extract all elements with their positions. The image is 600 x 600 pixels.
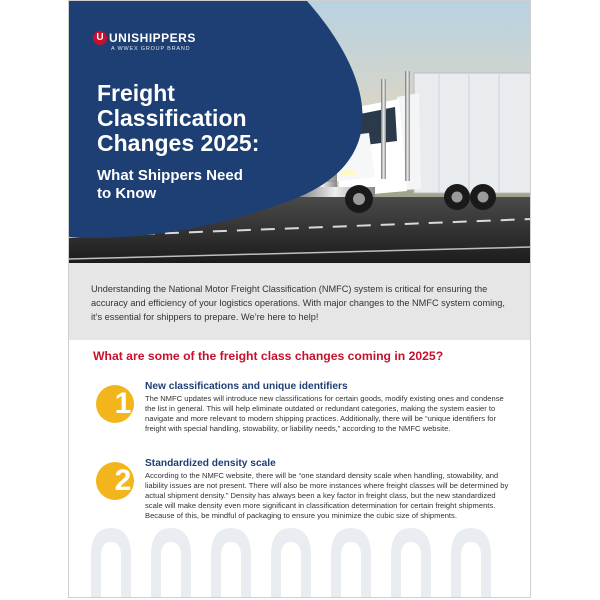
change-item-title: Standardized density scale: [145, 458, 276, 469]
brand-mark-icon: U: [93, 31, 107, 45]
hero-title-line: Changes 2025:: [97, 130, 260, 156]
hero-banner: [69, 1, 531, 263]
change-item-body: According to the NMFC website, there will be “one standard density scale when handling, stowability, and liability issues are not present. There will also be more instances where freight classes will be determined by actual shipment density.” Density has always been a key factor in freight class, but the new standardized scale will make density even more significant in classification determination for certain freight shipments. Because of this, be mindful of packaging to ensure you minimize the cubic size of shipments.: [145, 471, 509, 520]
number-badge-label: 1: [114, 387, 132, 420]
section-heading: What are some of the freight class changes coming in 2025?: [93, 349, 444, 363]
hero-subtitle: [97, 167, 267, 203]
change-item-body: The NMFC updates will introduce new classifications for certain goods, modify existing ones and condense the list in general. This will help eliminate outdated or redundant categories, making the system easier to navigate and more relevant to modern shipping practices. Additionally, there will be “unique identifiers for freight with special handling, stowability, or liability needs,” according to the NMFC website.: [145, 394, 504, 433]
number-badge-icon: [96, 462, 134, 500]
change-item-title: New classifications and unique identifiers: [145, 381, 348, 392]
brand-logo: [93, 31, 293, 52]
hero-subtitle-line: to Know: [97, 185, 157, 202]
brand-name: UNISHIPPERS: [109, 31, 196, 45]
flyer-page: [68, 0, 531, 598]
hero-title: [97, 81, 297, 156]
decorative-arches: [69, 516, 531, 598]
number-badge-label: 2: [114, 464, 132, 497]
number-badge-icon: [96, 385, 134, 423]
intro-band: [69, 263, 531, 340]
hero-subtitle-line: What Shippers Need: [97, 167, 243, 184]
brand-tagline: A WWEX GROUP BRAND: [111, 46, 191, 52]
intro-text: Understanding the National Motor Freight Classification (NMFC) system is critical for ensuring the accuracy and efficiency of your logistics operations. With major changes to the NMFC system coming, it’s essential for shippers to prepare. We’re here to help!: [91, 284, 505, 322]
hero-title-line: Freight: [97, 80, 175, 106]
hero-title-line: Classification: [97, 105, 247, 131]
